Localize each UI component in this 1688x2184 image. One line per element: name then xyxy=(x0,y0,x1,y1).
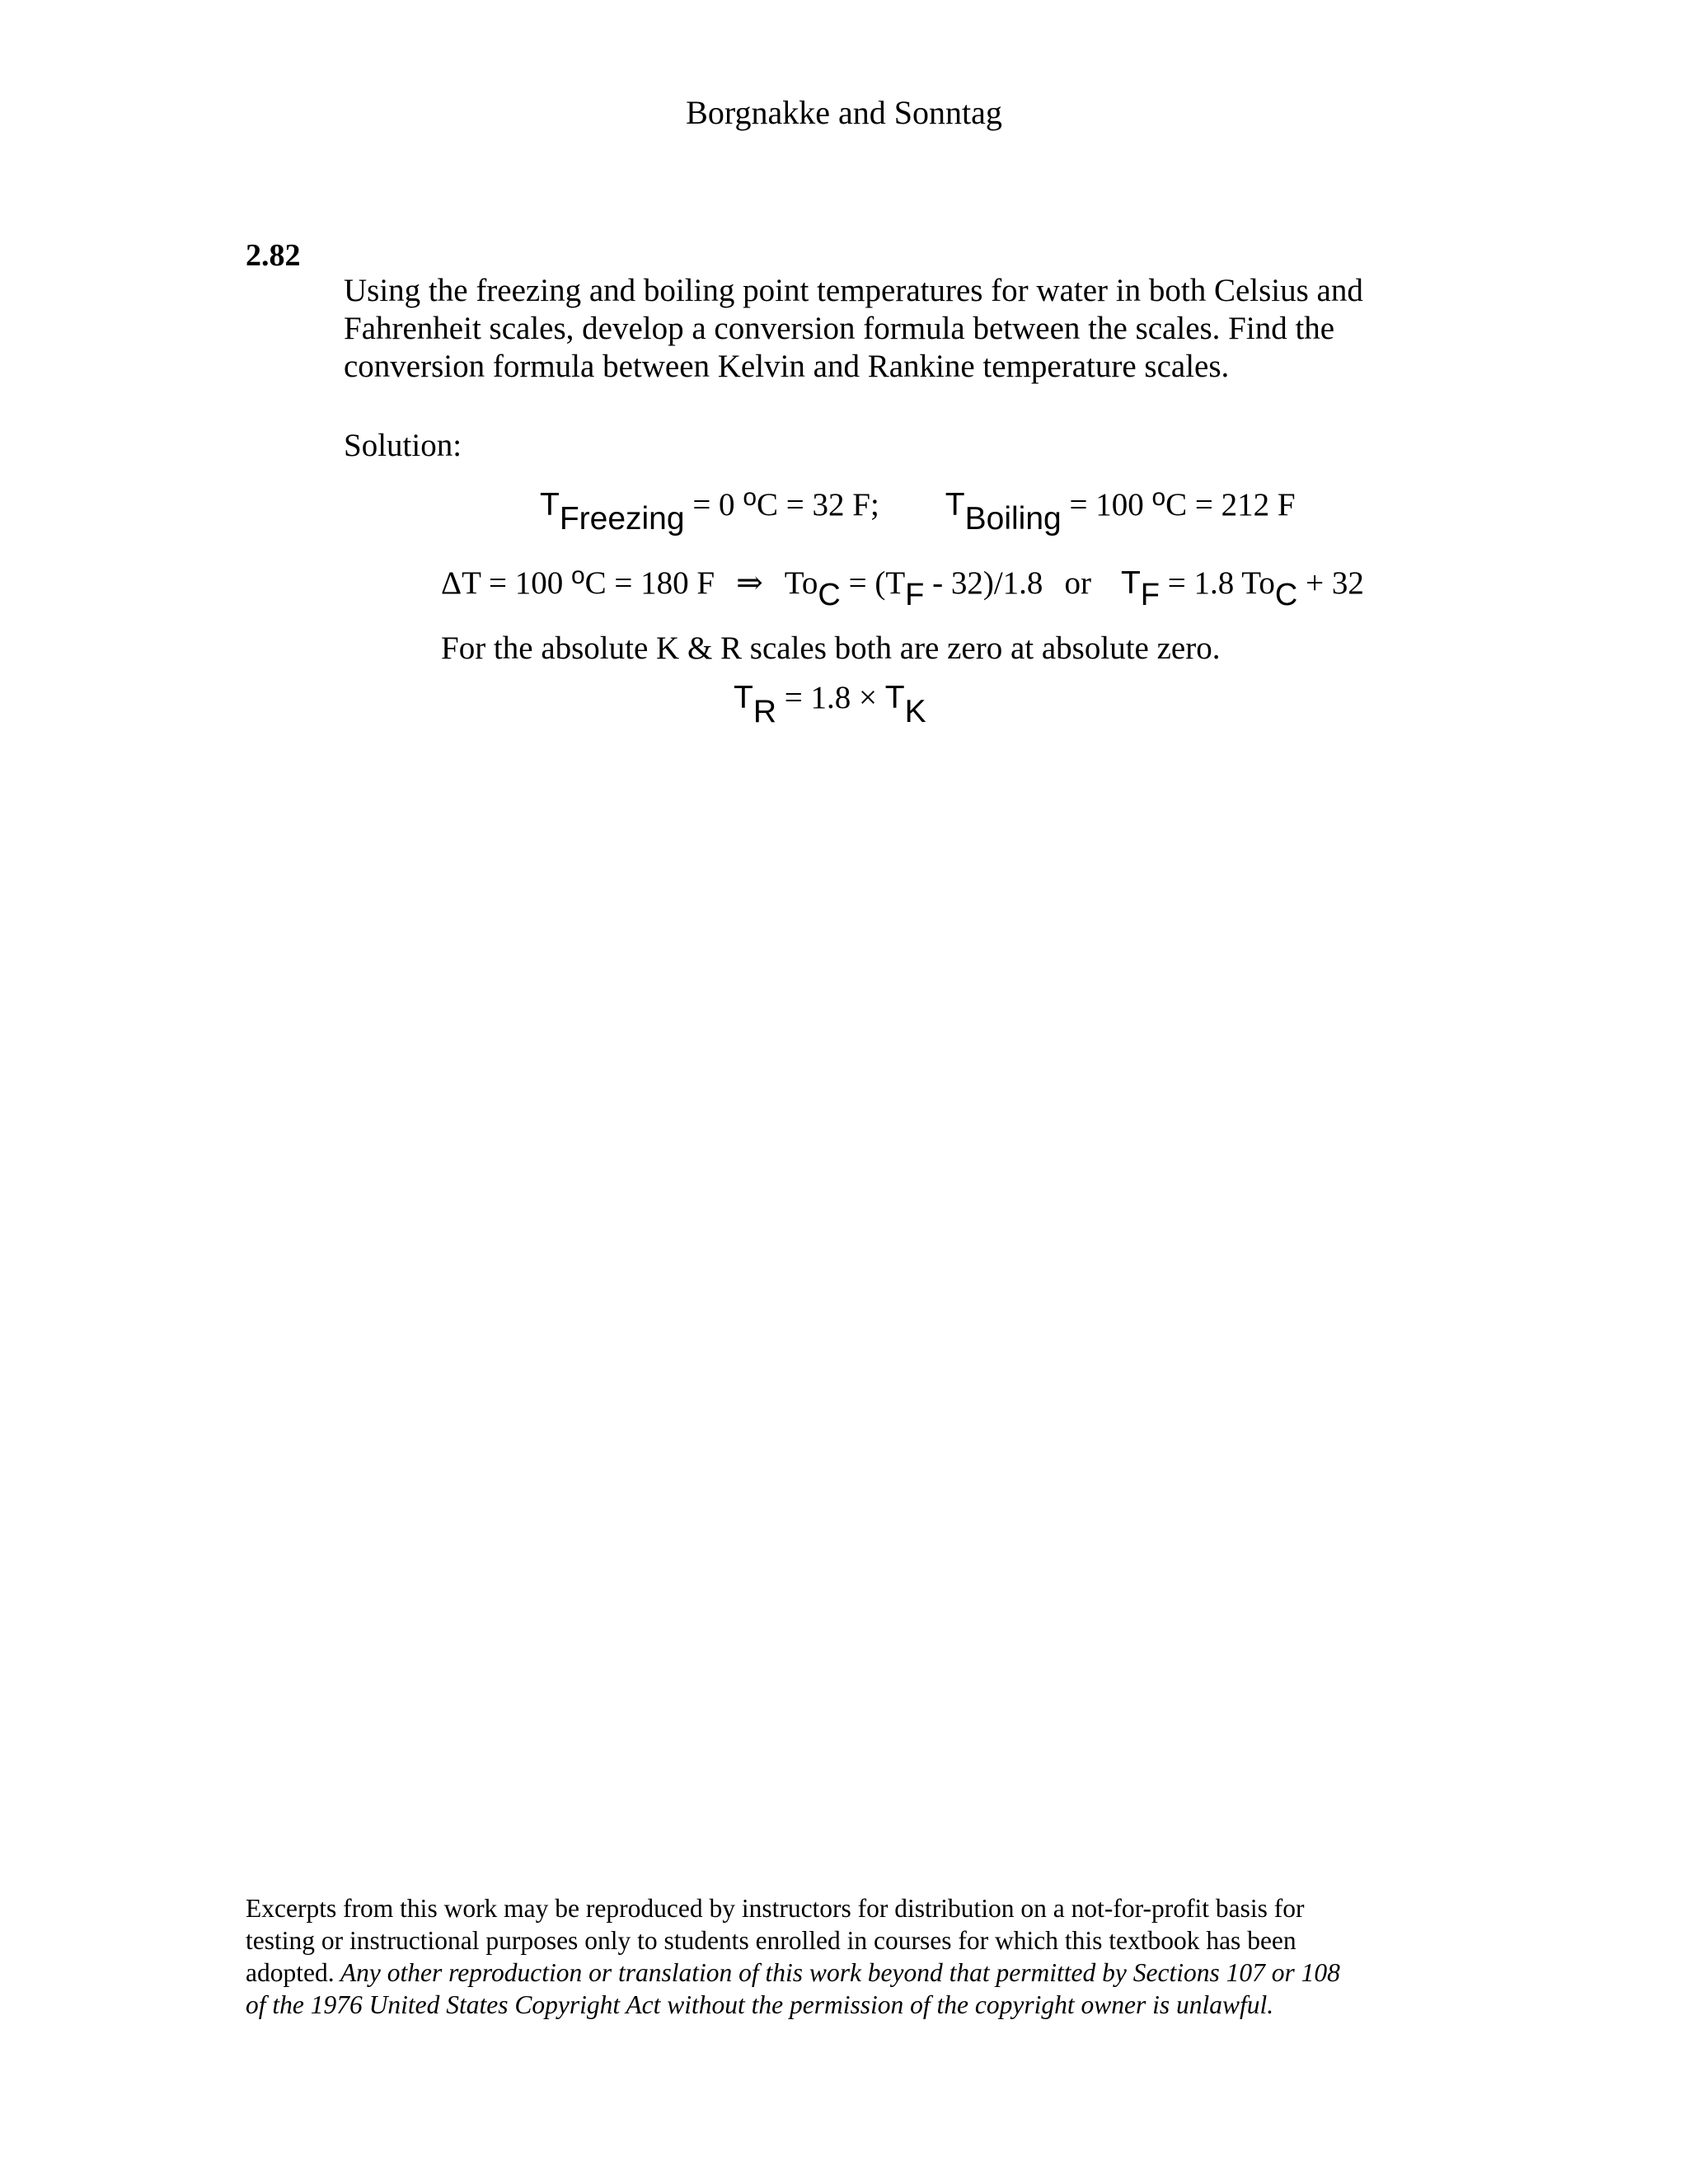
footer-line: Excerpts from this work may be reproduced by instructors for distribution on a not-for-profit basis for xyxy=(246,1894,1305,1923)
statement-line: Fahrenheit scales, develop a conversion formula between the scales. Find the xyxy=(344,311,1335,346)
eq3-t-k: T xyxy=(884,680,905,715)
footer-line: testing or instructional purposes only to students enrolled in courses for which this textbook has been xyxy=(246,1926,1296,1955)
absolute-scales-text: For the absolute K & R scales both are zero at absolute zero. xyxy=(441,630,1221,666)
page-header: Borgnakke and Sonntag xyxy=(686,94,1002,131)
eq2-sub-c2: C xyxy=(1274,578,1298,612)
eq1-sub-boiling: Boiling xyxy=(964,501,1062,537)
eq2-part-b: = (T xyxy=(848,565,906,601)
eq3-sub-r: R xyxy=(753,694,776,729)
statement-line: Using the freezing and boiling point temperatures for water in both Celsius and xyxy=(344,273,1363,308)
footer-italic: Any other reproduction or translation of this work beyond that permitted by Sections 107 or 108 xyxy=(334,1958,1340,1987)
degree-symbol: o xyxy=(570,562,585,589)
eq2-sub-f2: F xyxy=(1140,578,1160,612)
eq2-sub-f: F xyxy=(905,578,925,612)
problem-number: 2.82 xyxy=(246,238,301,273)
footer-line xyxy=(246,1989,1340,2021)
celsius-fahrenheit-equation xyxy=(441,562,1364,612)
eq1-t-freezing: T xyxy=(540,487,560,523)
statement-line: conversion formula between Kelvin and Rankine temperature scales. xyxy=(344,349,1230,384)
eq2-t: T xyxy=(1120,565,1141,601)
freezing-boiling-equation xyxy=(540,484,1296,537)
copyright-footer xyxy=(246,1892,1340,2021)
eq2-part-d: = 1.8 To xyxy=(1167,565,1275,601)
eq1-part-b: C = 32 F; xyxy=(757,487,879,523)
eq1-t-boiling: T xyxy=(945,487,965,523)
eq2-part-c: - 32)/1.8 xyxy=(932,565,1043,601)
footer-italic: of the 1976 United States Copyright Act without the permission of the copyright owner is unlawful. xyxy=(246,1990,1274,2019)
eq2-delta: ΔT = 100 xyxy=(441,565,571,601)
problem-statement xyxy=(344,272,1363,386)
implies-arrow: ⇒ xyxy=(736,565,763,601)
eq2-sub-c: C xyxy=(818,578,841,612)
eq2-to: To xyxy=(784,565,818,601)
eq3-t-r: T xyxy=(734,680,753,715)
footer-line xyxy=(246,1957,1340,1989)
eq1-part-a: = 0 xyxy=(692,487,743,523)
eq3-part-a: = 1.8 × xyxy=(776,680,885,715)
eq2-part-a: C = 180 F xyxy=(584,565,715,601)
degree-symbol: o xyxy=(1151,484,1166,511)
solution-label: Solution: xyxy=(344,428,462,463)
eq2-part-e: + 32 xyxy=(1306,565,1364,601)
eq2-or: or xyxy=(1064,565,1091,601)
rankine-kelvin-equation xyxy=(734,680,926,729)
eq1-part-d: C = 212 F xyxy=(1165,487,1296,523)
eq3-sub-k: K xyxy=(904,694,926,729)
footer-plain: adopted. xyxy=(246,1958,335,1987)
eq1-part-c: = 100 xyxy=(1069,487,1152,523)
degree-symbol: o xyxy=(743,484,757,511)
eq1-sub-freezing: Freezing xyxy=(559,501,685,537)
